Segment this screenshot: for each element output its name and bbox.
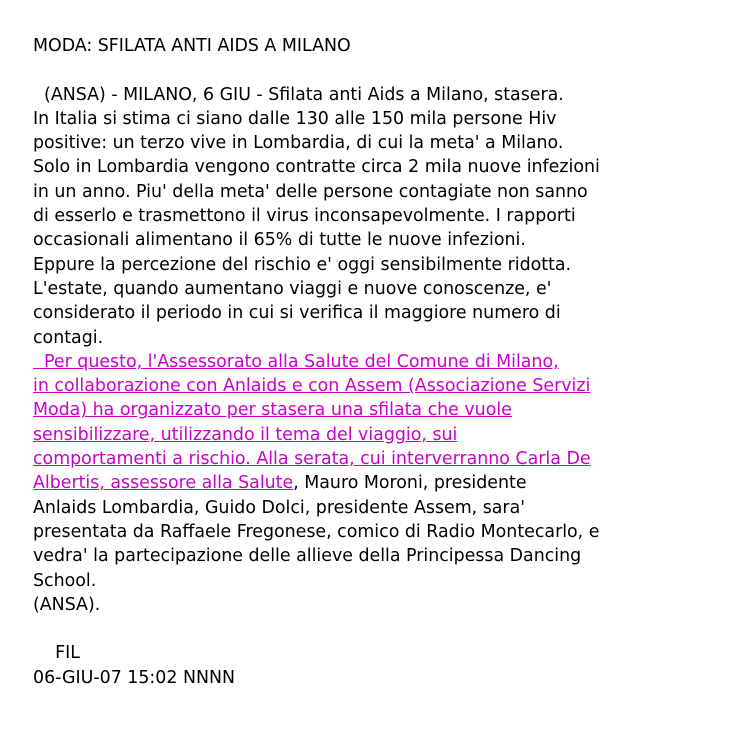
body-line: positive: un terzo vive in Lombardia, di cui la meta' a Milano. — [33, 133, 564, 154]
blank-line — [33, 58, 733, 82]
link-line — [33, 447, 733, 471]
article — [33, 34, 733, 690]
body-line: considerato il periodo in cui si verifica il maggiore numero di — [33, 303, 561, 324]
body-line: contagi. — [33, 327, 104, 348]
body-line: In Italia si stima ci siano dalle 130 alle 150 mila persone Hiv — [33, 108, 557, 129]
body-line: Solo in Lombardia vengono contratte circa 2 mila nuove infezioni — [33, 157, 600, 178]
signature: FIL — [33, 643, 80, 664]
body-line: occasionali alimentano il 65% di tutte le nuove infezioni. — [33, 230, 526, 251]
dateline: 06-GIU-07 15:02 NNNN — [33, 667, 235, 688]
link-line — [33, 350, 733, 374]
article-link-segment[interactable]: Moda) ha organizzato per stasera una sfilata che vuole — [33, 400, 512, 421]
body-line: Eppure la percezione del rischio e' oggi sensibilmente ridotta. — [33, 254, 572, 275]
link-tail-text: , Mauro Moroni, presidente — [293, 473, 527, 494]
article-title: MODA: SFILATA ANTI AIDS A MILANO — [33, 36, 351, 56]
link-line — [33, 398, 733, 422]
article-link-segment[interactable]: Per questo, l'Assessorato alla Salute del Comune di Milano, — [33, 351, 559, 372]
body-line: (ANSA). — [33, 594, 101, 615]
article-link-segment[interactable]: in collaborazione con Anlaids e con Assem (Associazione Servizi — [33, 376, 591, 397]
body-line: presentata da Raffaele Fregonese, comico di Radio Montecarlo, e — [33, 521, 600, 542]
link-line — [33, 471, 733, 495]
body-line: di esserlo e trasmettono il virus inconsapevolmente. I rapporti — [33, 206, 576, 227]
blank-line — [33, 617, 733, 641]
article-link-segment[interactable]: sensibilizzare, utilizzando il tema del viaggio, sui — [33, 424, 458, 445]
body-line: Anlaids Lombardia, Guido Dolci, presidente Assem, sara' — [33, 497, 526, 518]
body-line: in un anno. Piu' della meta' delle persone contagiate non sanno — [33, 181, 588, 202]
link-line — [33, 423, 733, 447]
body-line: vedra' la partecipazione delle allieve della Principessa Dancing — [33, 546, 582, 567]
body-line: L'estate, quando aumentano viaggi e nuove conoscenze, e' — [33, 278, 552, 299]
article-link-segment[interactable]: Albertis, assessore alla Salute — [33, 473, 294, 494]
article-link-segment[interactable]: comportamenti a rischio. Alla serata, cui interverranno Carla De — [33, 449, 591, 470]
body-line: (ANSA) - MILANO, 6 GIU - Sfilata anti Aids a Milano, stasera. — [33, 84, 564, 105]
body-line: School. — [33, 570, 97, 591]
link-line — [33, 374, 733, 398]
